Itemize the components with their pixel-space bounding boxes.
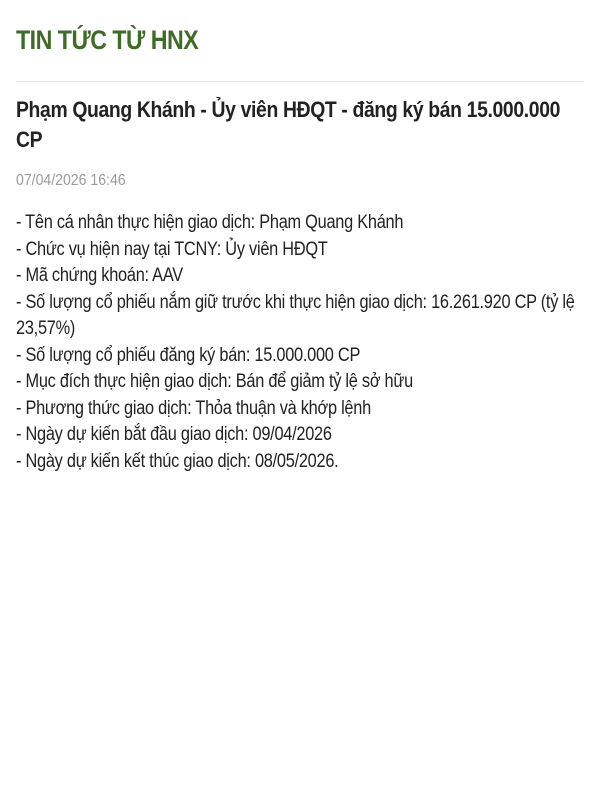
- detail-line-position: - Chức vụ hiện nay tại TCNY: Ủy viên HĐQT: [16, 238, 328, 260]
- detail-line-ticker: - Mã chứng khoán: AAV: [16, 265, 183, 286]
- detail-line-shares-held: - Số lượng cổ phiếu nắm giữ trước khi thực hiện giao dịch: 16.261.920 CP (tỷ lệ 23,57%): [16, 291, 575, 339]
- source-heading: TIN TỨC TỪ HNX: [16, 25, 199, 55]
- detail-line-person: - Tên cá nhân thực hiện giao dịch: Phạm Quang Khánh: [16, 212, 404, 233]
- detail-line-method: - Phương thức giao dịch: Thỏa thuận và khớp lệnh: [16, 397, 371, 419]
- detail-line-shares-registered: - Số lượng cổ phiếu đăng ký bán: 15.000.000 CP: [16, 344, 361, 366]
- article-title: Phạm Quang Khánh - Ủy viên HĐQT - đăng ký bán 15.000.000 CP: [16, 97, 561, 152]
- detail-line-purpose: - Mục đích thực hiện giao dịch: Bán để giảm tỷ lệ sở hữu: [16, 371, 413, 392]
- header-divider: [16, 81, 584, 82]
- article-timestamp: 07/04/2026 16:46: [16, 172, 126, 189]
- detail-line-end-date: - Ngày dự kiến kết thúc giao dịch: 08/05/2026.: [16, 450, 339, 472]
- article-details: [16, 210, 579, 475]
- detail-line-start-date: - Ngày dự kiến bắt đầu giao dịch: 09/04/2026: [16, 424, 332, 445]
